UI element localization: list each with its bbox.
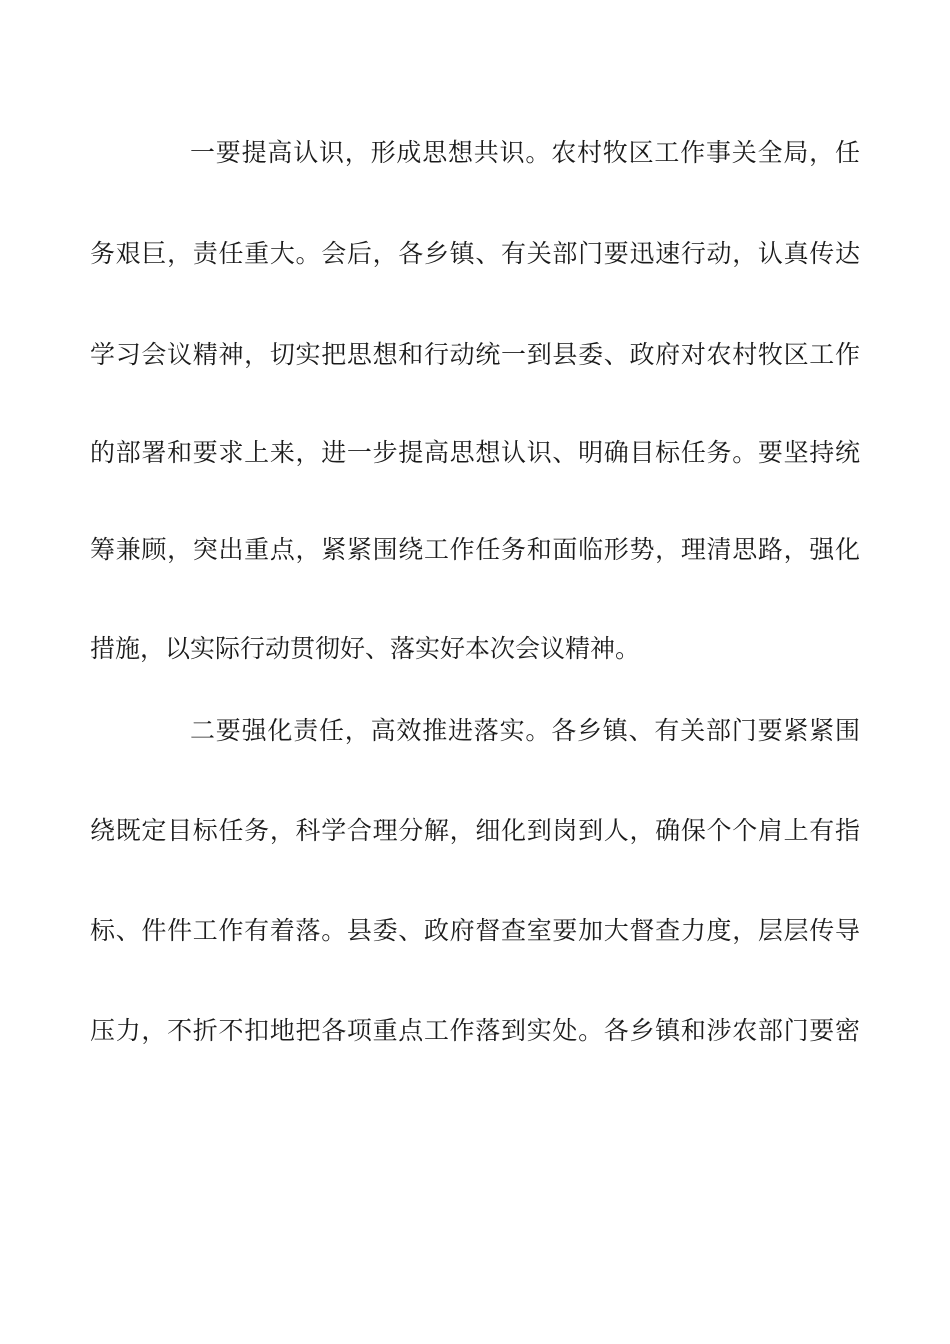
paragraph-1-line-1: 一要提高认识，形成思想共识。农村牧区工作事关全局，任 xyxy=(190,138,860,167)
paragraph-1-line-6: 措施，以实际行动贯彻好、落实好本次会议精神。 xyxy=(90,634,641,663)
paragraph-1-line-5: 筹兼顾，突出重点，紧紧围绕工作任务和面临形势，理清思路，强化 xyxy=(90,535,860,564)
paragraph-2-line-2: 绕既定目标任务，科学合理分解，细化到岗到人，确保个个肩上有指 xyxy=(90,816,860,845)
paragraph-1-line-2: 务艰巨，责任重大。会后，各乡镇、有关部门要迅速行动，认真传达 xyxy=(90,239,860,268)
paragraph-2-line-1: 二要强化责任，高效推进落实。各乡镇、有关部门要紧紧围 xyxy=(190,716,860,745)
paragraph-1-line-3: 学习会议精神，切实把思想和行动统一到县委、政府对农村牧区工作 xyxy=(90,340,860,369)
paragraph-2-line-3: 标、件件工作有着落。县委、政府督查室要加大督查力度，层层传导 xyxy=(90,916,860,945)
paragraph-2-line-4: 压力，不折不扣地把各项重点工作落到实处。各乡镇和涉农部门要密 xyxy=(90,1016,860,1045)
paragraph-1-line-4: 的部署和要求上来，进一步提高思想认识、明确目标任务。要坚持统 xyxy=(90,438,860,467)
